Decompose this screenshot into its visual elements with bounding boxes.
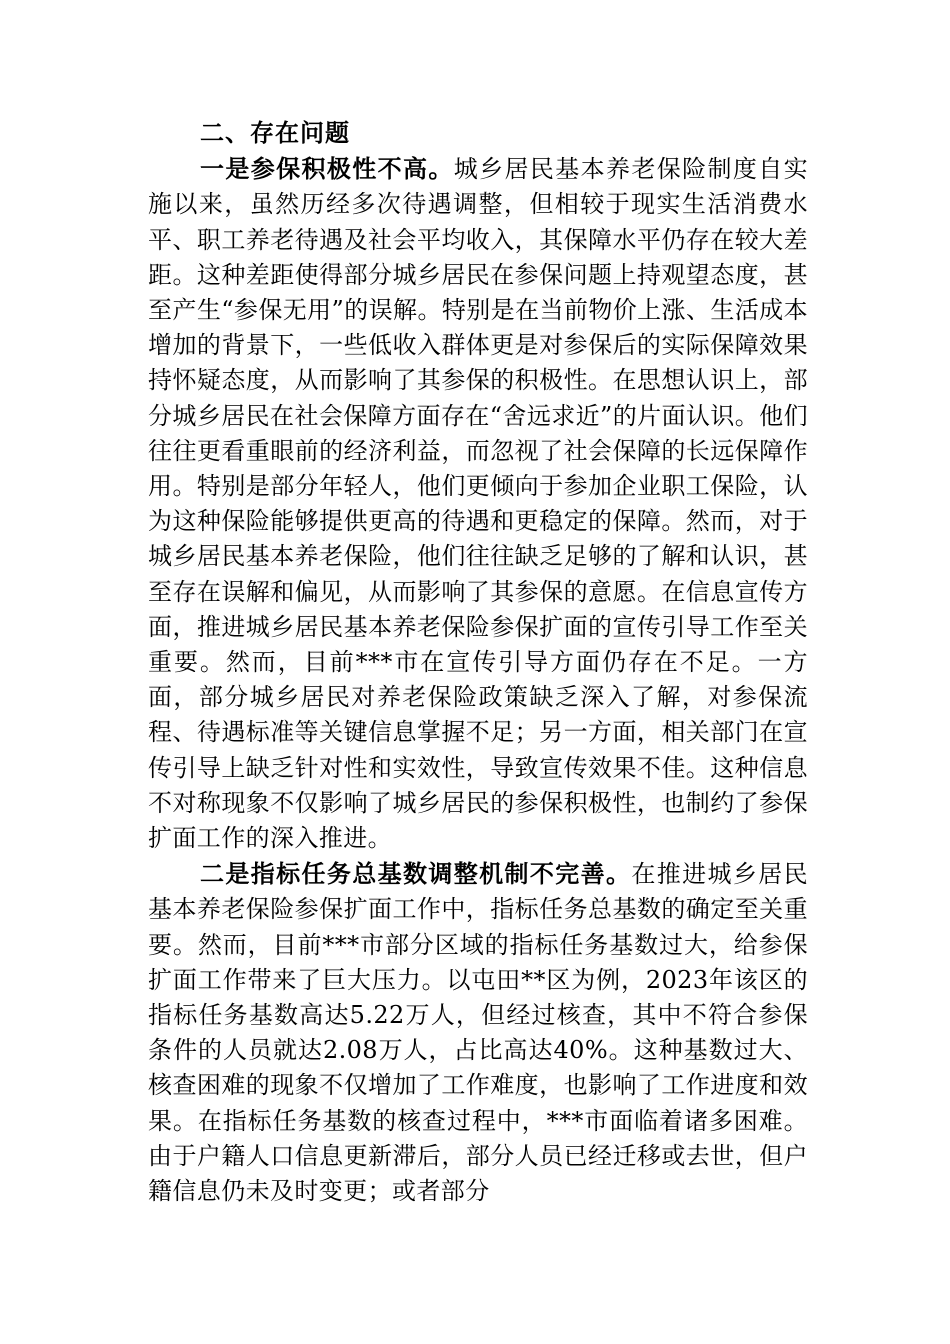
paragraph-1 [148, 151, 808, 856]
document-body [148, 116, 808, 1209]
paragraph-2-body: 在推进城乡居民基本养老保险参保扩面工作中，指标任务总基数的确定至关重要。然而，目前***市部分区域的指标任务基数过大，给参保扩面工作带来了巨大压力。以屯田**区为例，2023年该区的指标任务基数高达5.22万人，但经过核查，其中不符合参保条件的人员就达2.08万人，占比高达40%。这种基数过大、核查困难的现象不仅增加了工作难度，也影响了工作进度和效果。在指标任务基数的核查过程中，***市面临着诸多困难。由于户籍人口信息更新滞后，部分人员已经迁移或去世，但户籍信息仍未及时变更；或者部分 [148, 860, 808, 1206]
paragraph-1-body: 城乡居民基本养老保险制度自实施以来，虽然历经多次待遇调整，但相较于现实生活消费水平、职工养老待遇及社会平均收入，其保障水平仍存在较大差距。这种差距使得部分城乡居民在参保问题上持观望态度，甚至产生“参保无用”的误解。特别是在当前物价上涨、生活成本增加的背景下，一些低收入群体更是对参保后的实际保障效果持怀疑态度，从而影响了其参保的积极性。在思想认识上，部分城乡居民在社会保障方面存在“舍远求近”的片面认识。他们往往更看重眼前的经济利益，而忽视了社会保障的长远保障作用。特别是部分年轻人，他们更倾向于参加企业职工保险，认为这种保险能够提供更高的待遇和更稳定的保障。然而，对于城乡居民基本养老保险，他们往往缺乏足够的了解和认识，甚至存在误解和偏见，从而影响了其参保的意愿。在信息宣传方面，推进城乡居民基本养老保险参保扩面的宣传引导工作至关重要。然而，目前***市在宣传引导方面仍存在不足。一方面，部分城乡居民对养老保险政策缺乏深入了解，对参保流程、待遇标准等关键信息掌握不足；另一方面，相关部门在宣传引导上缺乏针对性和实效性，导致宣传效果不佳。这种信息不对称现象不仅影响了城乡居民的参保积极性，也制约了参保扩面工作的深入推进。 [148, 155, 808, 853]
paragraph-2-lead: 二是指标任务总基数调整机制不完善。 [200, 859, 632, 889]
paragraph-2 [148, 856, 808, 1209]
section-heading: 二、存在问题 [200, 119, 350, 147]
paragraph-1-lead: 一是参保积极性不高。 [200, 154, 454, 184]
